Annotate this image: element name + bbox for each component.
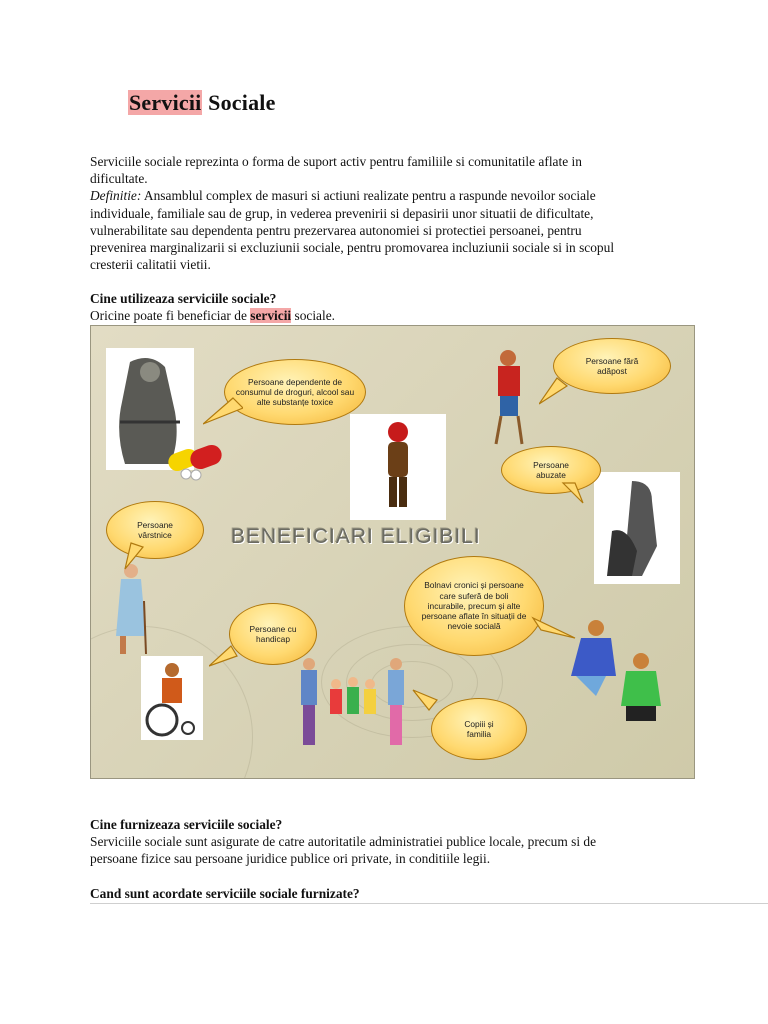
title-highlight: Servicii bbox=[129, 90, 202, 115]
section-heading: Cine furnizeaza serviciile sociale? bbox=[90, 817, 283, 832]
bubble-chronic-ill: Bolnavi cronici și persoane care suferă de boli incurabile, precum și alte persoane aflate în situații de nevoie socială bbox=[404, 556, 544, 656]
section-users bbox=[90, 290, 680, 324]
man-on-stool-figure bbox=[486, 346, 536, 451]
section-heading: Cine utilizeaza serviciile sociale? bbox=[90, 291, 277, 306]
section-when bbox=[90, 885, 680, 902]
family-children-figure bbox=[291, 656, 416, 756]
definition-line bbox=[90, 187, 680, 204]
bubble-elderly: Persoane vârstnice bbox=[106, 501, 204, 559]
definition-line: cresterii calitatii vietii. bbox=[90, 257, 211, 273]
red-cap-figure bbox=[350, 414, 446, 520]
page-title bbox=[128, 90, 276, 116]
definition-line: prevenirea marginalizarii si excluziunii sociale, pentru promovarea incluziunii sociale si in scopul bbox=[90, 240, 615, 256]
bubble-dependents: Persoane dependente de consumul de droguri, alcool sau alte substanțe toxice bbox=[224, 359, 366, 425]
line-after: sociale. bbox=[291, 308, 336, 324]
section-line: persoane fizice sau persoane juridice publice ori private, in conditiile legii. bbox=[90, 851, 491, 867]
beneficiaries-slide bbox=[90, 325, 695, 779]
elderly-woman-figure bbox=[106, 561, 151, 661]
bubble-abused: Persoane abuzate bbox=[501, 446, 601, 494]
intro-line: Serviciile sociale reprezinta o forma de suport activ pentru familiile si comunitatile aflate in bbox=[90, 154, 582, 169]
intro-line: dificultate. bbox=[90, 171, 148, 187]
section-line: Serviciile sociale sunt asigurate de catre autoritatile administratiei publice locale, precum si de bbox=[90, 834, 597, 850]
sad-people-figure bbox=[566, 616, 676, 731]
bubble-homeless: Persoane fără adăpost bbox=[553, 338, 671, 394]
pills-icon bbox=[166, 441, 226, 486]
title-rest: Sociale bbox=[208, 90, 276, 115]
line-highlight: servicii bbox=[250, 308, 292, 324]
section-heading: Cand sunt acordate serviciile sociale furnizate? bbox=[90, 886, 360, 901]
intro-paragraph bbox=[90, 153, 680, 273]
definition-line: individuale, familiale sau de grup, in vederea prevenirii si depasirii unor situatii de dificultate, bbox=[90, 205, 594, 221]
divider bbox=[90, 903, 768, 904]
abuse-scene-figure bbox=[594, 472, 680, 584]
definition-label: Definitie: bbox=[90, 188, 142, 204]
section-providers bbox=[90, 816, 680, 868]
line-before: Oricine poate fi beneficiar de bbox=[90, 308, 251, 324]
slide-title: BENEFICIARI ELIGIBILI bbox=[231, 525, 481, 548]
wheelchair-figure bbox=[141, 656, 203, 740]
definition-text: Ansamblul complex de masuri si actiuni realizate pentru a raspunde nevoilor sociale bbox=[141, 188, 596, 204]
section-line bbox=[90, 307, 680, 324]
bubble-children-family: Copiii și familia bbox=[431, 698, 527, 760]
bubble-handicap: Persoane cu handicap bbox=[229, 603, 317, 665]
definition-line: vulnerabilitate sau dependenta pentru prezervarea autonomiei si protectiei persoanei, pentru bbox=[90, 222, 582, 238]
